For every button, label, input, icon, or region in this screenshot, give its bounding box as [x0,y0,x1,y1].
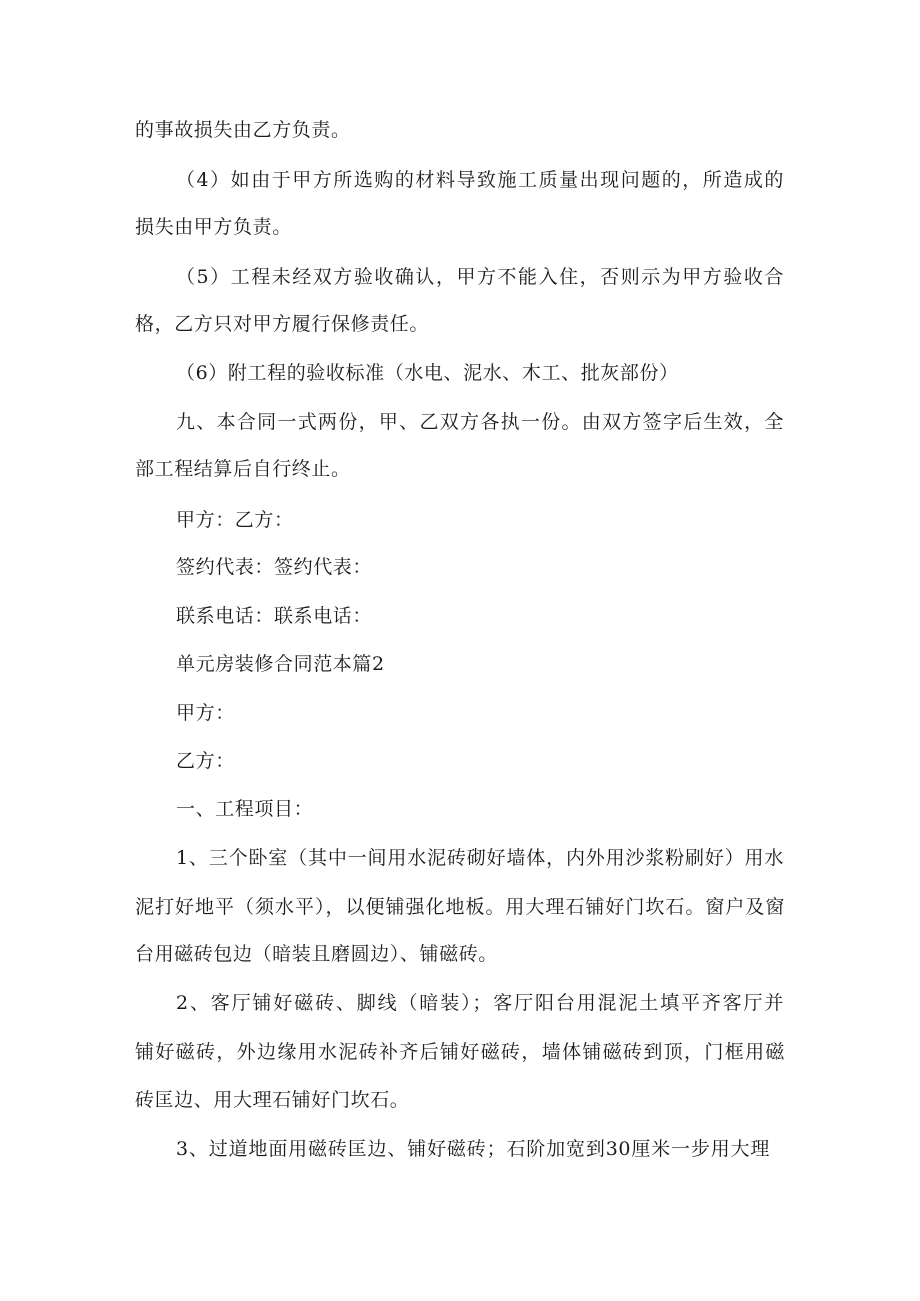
representative-line: 签约代表：签约代表： [176,556,373,578]
paragraph-line: 2、客厅铺好磁砖、脚线（暗装）；客厅阳台用混泥土填平齐客厅并 [176,992,784,1014]
paragraph-line: 部工程结算后自行终止。 [135,458,351,480]
paragraph-line: （6）附工程的验收标准（水电、泥水、木工、批灰部份） [176,362,679,384]
section-title: 单元房装修合同范本篇2 [176,653,385,675]
paragraph-line: （4）如由于甲方所选购的材料导致施工质量出现问题的，所造成的 [176,169,784,191]
paragraph-line: 台用磁砖包边（暗装且磨圆边）、铺磁砖。 [135,943,498,965]
paragraph-line: 泥打好地平（须水平），以便铺强化地板。用大理石铺好门坎石。窗户及窗 [135,896,785,918]
paragraph-line: 的事故损失由乙方负责。 [135,119,351,141]
paragraph-line: 损失由甲方负责。 [135,216,292,238]
section-heading: 一、工程项目： [176,798,314,820]
party-a-line: 甲方： [176,702,235,724]
party-line: 甲方：乙方： [176,509,294,531]
paragraph-line: 1、三个卧室（其中一间用水泥砖砌好墙体，内外用沙浆粉刷好）用水 [176,847,784,869]
paragraph-line: 格，乙方只对甲方履行保修责任。 [135,313,430,335]
paragraph-line: （5）工程未经双方验收确认，甲方不能入住，否则示为甲方验收合 [176,266,784,288]
paragraph-line: 铺好磁砖，外边缘用水泥砖补齐后铺好磁砖，墙体铺磁砖到顶，门框用磁 [135,1041,785,1063]
paragraph-line: 3、过道地面用磁砖匡边、铺好磁砖；石阶加宽到30厘米一步用大理 [176,1138,770,1160]
paragraph-line: 砖匡边、用大理石铺好门坎石。 [135,1089,410,1111]
paragraph-line: 九、本合同一式两份，甲、乙双方各执一份。由双方签字后生效，全 [176,411,784,433]
party-b-line: 乙方： [176,750,235,772]
phone-line: 联系电话：联系电话： [176,605,373,627]
